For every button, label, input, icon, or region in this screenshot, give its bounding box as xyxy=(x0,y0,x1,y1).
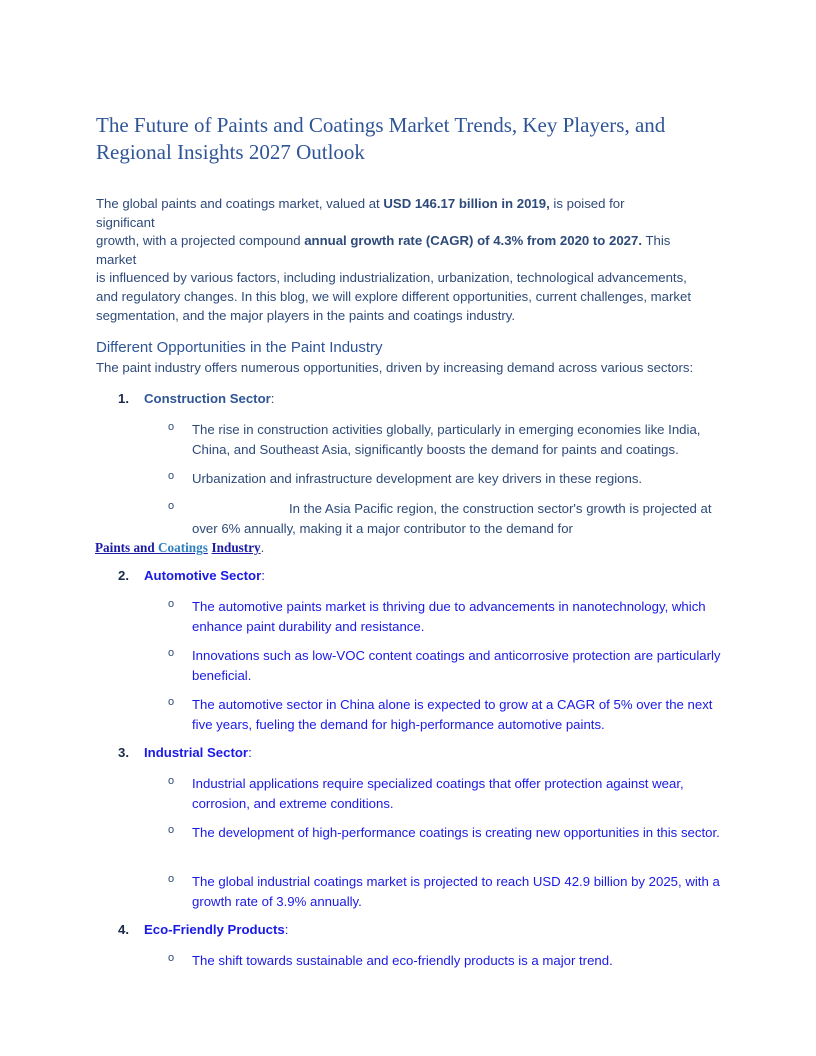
bullet-icon: o xyxy=(168,470,175,482)
list-title: Construction Sector: xyxy=(144,391,275,406)
intro-line: The global paints and coatings market, valued at USD 146.17 billion in 2019, is poised for xyxy=(96,196,625,211)
bullet-icon: o xyxy=(168,598,175,610)
list-number: 4. xyxy=(118,922,129,937)
intro-line: growth, with a projected compound annual growth rate (CAGR) of 4.3% from 2020 to 2027. This xyxy=(96,233,671,249)
list-number: 1. xyxy=(118,391,129,406)
bullet-icon: o xyxy=(168,824,175,836)
section-heading: Different Opportunities in the Paint Industry xyxy=(96,339,383,356)
bullet-icon: o xyxy=(168,775,175,787)
page-title: The Future of Paints and Coatings Market Trends, Key Players, and Regional Insights 2027 Outlook xyxy=(96,113,666,164)
bullet-icon: o xyxy=(168,873,175,885)
bullet-icon: o xyxy=(168,647,175,659)
list-title: Eco-Friendly Products: xyxy=(144,922,289,937)
list-title: Automotive Sector: xyxy=(144,568,265,583)
intro-line: and regulatory changes. In this blog, we will explore different opportunities, current challenges, market xyxy=(96,288,691,304)
intro-line: segmentation, and the major players in the paints and coatings industry. xyxy=(96,307,516,323)
industry-link-2[interactable]: Industry xyxy=(211,540,261,555)
intro-line: is influenced by various factors, including industrialization, urbanization, technological advancements, xyxy=(96,270,687,286)
industry-link[interactable]: Paints and Coatings xyxy=(95,540,208,555)
intro-line: market xyxy=(96,251,137,267)
list-number: 2. xyxy=(118,568,129,583)
cagr-value: annual growth rate (CAGR) of 4.3% from 2020 to 2027. xyxy=(304,233,643,249)
intro-line: significant xyxy=(96,214,155,230)
bullet-icon: o xyxy=(168,696,175,708)
bullet-icon: o xyxy=(168,952,175,964)
list-number: 3. xyxy=(118,745,129,760)
list-title: Industrial Sector: xyxy=(144,745,252,760)
market-value: USD 146.17 billion in 2019, xyxy=(383,196,550,211)
bullet-icon: o xyxy=(168,421,175,433)
intro-paragraph xyxy=(96,195,720,325)
bullet-icon: o xyxy=(168,500,175,512)
section-lead: The paint industry offers numerous opportunities, driven by increasing demand across various sectors: xyxy=(96,360,694,375)
